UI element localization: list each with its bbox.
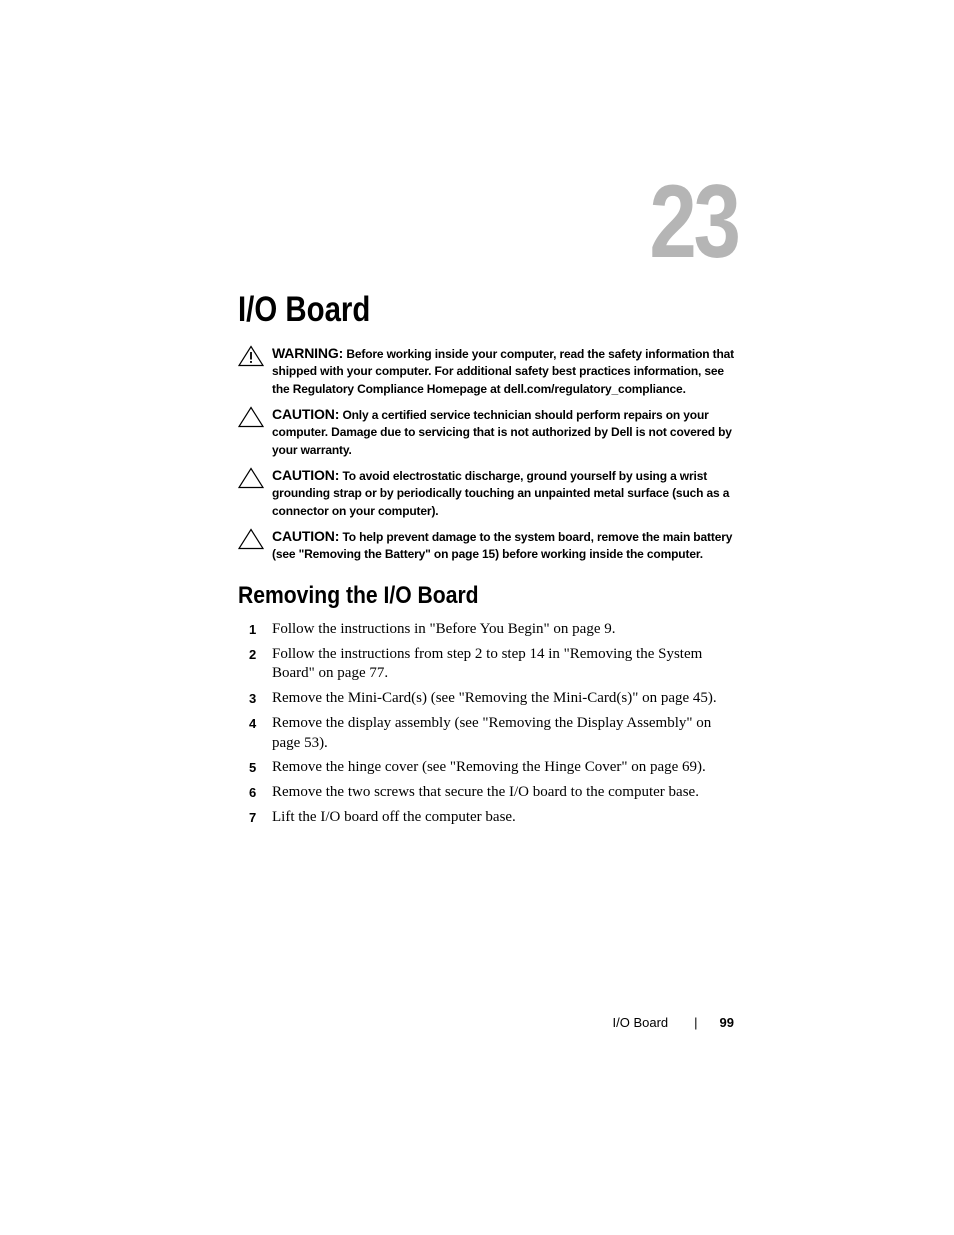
list-item (238, 620, 738, 639)
warning-icon (238, 345, 264, 367)
caution-notice (238, 528, 738, 564)
footer-section-title: I/O Board (612, 1015, 669, 1030)
step-number: 2 (249, 646, 257, 662)
step-text: Remove the hinge cover (see "Removing the Hinge Cover" on page 69). (272, 759, 706, 776)
chapter-number: 23 (649, 164, 738, 280)
step-text: Remove the display assembly (see "Removing the Display Assembly" on page 53). (272, 715, 712, 751)
caution-icon (238, 528, 264, 550)
caution-notice (238, 406, 738, 459)
step-number: 4 (249, 716, 257, 732)
step-number: 6 (249, 785, 257, 801)
page-footer (613, 1015, 735, 1030)
list-item (238, 783, 738, 802)
steps-list (238, 620, 738, 833)
caution-notice (238, 467, 738, 520)
chapter-title: I/O Board (238, 290, 371, 329)
step-text: Remove the Mini-Card(s) (see "Removing the Mini-Card(s)" on page 45). (272, 690, 717, 707)
section-title: Removing the I/O Board (238, 582, 479, 609)
notice-label: CAUTION: (272, 467, 340, 483)
step-text: Follow the instructions in "Before You Begin" on page 9. (272, 621, 616, 637)
list-item (238, 758, 738, 777)
page-number: 99 (719, 1015, 734, 1030)
list-item (238, 645, 738, 684)
step-number: 7 (249, 810, 257, 826)
step-number: 5 (249, 760, 257, 776)
notice-text: Before working inside your computer, read the safety information that shipped with your computer. For additional safety best practices information, see the Regulatory Compliance Homepage at dell.com/regulatory_compliance. (272, 347, 735, 396)
notice-text: To help prevent damage to the system board, remove the main battery (see "Removing the Battery" on page 15) before working inside the computer. (272, 530, 733, 562)
warning-notice (238, 345, 738, 398)
notice-text: Only a certified service technician should perform repairs on your computer. Damage due to servicing that is not authorized by Dell is not covered by your warranty. (272, 408, 732, 457)
caution-icon (238, 406, 264, 428)
notice-label: CAUTION: (272, 406, 340, 422)
step-text: Follow the instructions from step 2 to step 14 in "Removing the System Board" on page 77. (272, 645, 703, 682)
list-item (238, 714, 738, 753)
footer-separator: | (694, 1015, 698, 1030)
step-number: 3 (249, 691, 257, 707)
caution-icon (238, 467, 264, 489)
notice-label: CAUTION: (272, 528, 340, 544)
notice-label: WARNING: (272, 345, 344, 361)
step-number: 1 (249, 622, 257, 637)
step-text: Lift the I/O board off the computer base. (272, 809, 516, 826)
list-item (238, 689, 738, 708)
list-item (238, 808, 738, 827)
step-text: Remove the two screws that secure the I/O board to the computer base. (272, 784, 699, 801)
notice-text: To avoid electrostatic discharge, ground yourself by using a wrist grounding strap or by periodically touching an unpainted metal surface (such as a connector on your computer). (272, 469, 730, 518)
